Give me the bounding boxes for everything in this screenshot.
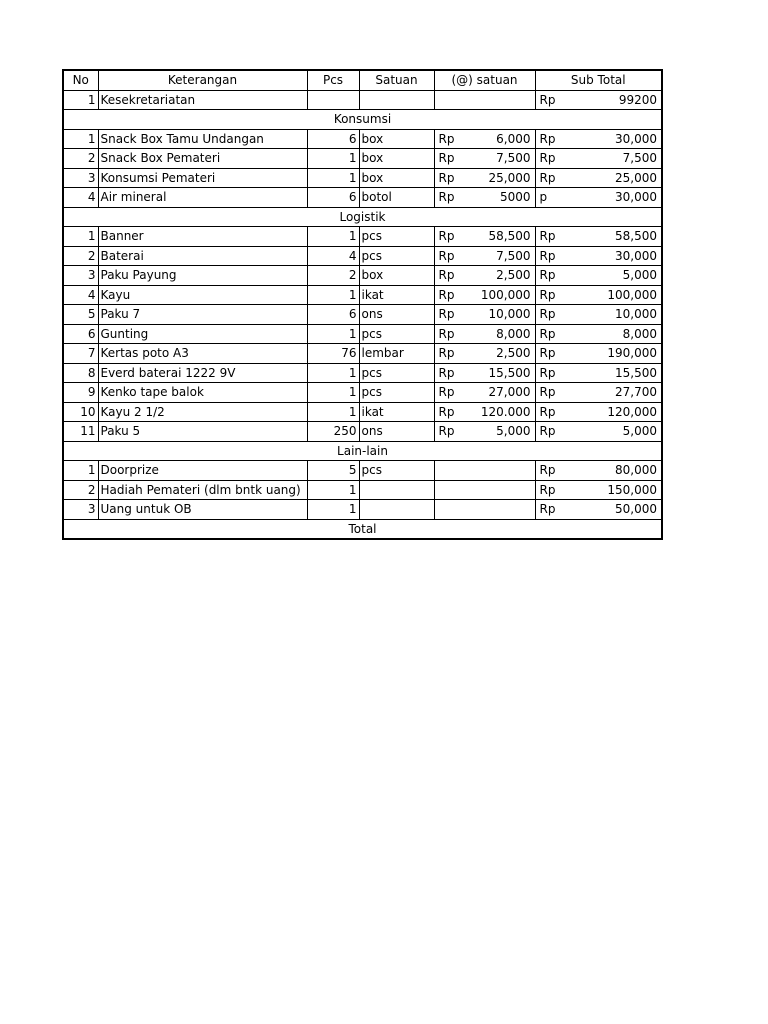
row-unit-price-currency: Rp xyxy=(438,287,455,302)
row-unit-price xyxy=(434,266,535,286)
row-keterangan: Doorprize xyxy=(98,461,307,481)
row-unit-price xyxy=(434,324,535,344)
row-keterangan: Air mineral xyxy=(98,188,307,208)
row-unit-price xyxy=(434,480,535,500)
row-satuan: pcs xyxy=(359,324,434,344)
row-keterangan: Hadiah Pemateri (dlm bntk uang) xyxy=(98,480,307,500)
row-sub-total-value: 10,000 xyxy=(615,307,657,322)
row-keterangan: Snack Box Pemateri xyxy=(98,149,307,169)
row-unit-price-value: 120.000 xyxy=(480,404,531,419)
row-keterangan: Everd baterai 1222 9V xyxy=(98,363,307,383)
row-no: 4 xyxy=(63,188,98,208)
table-row xyxy=(63,129,662,149)
row-no: 1 xyxy=(63,129,98,149)
row-satuan: pcs xyxy=(359,461,434,481)
row-satuan: pcs xyxy=(359,363,434,383)
row-satuan: botol xyxy=(359,188,434,208)
row-sub-total xyxy=(535,149,662,169)
row-satuan xyxy=(359,480,434,500)
row-sub-total-currency: Rp xyxy=(539,502,556,517)
row-unit-price-currency: Rp xyxy=(438,307,455,322)
row-unit-price-currency: Rp xyxy=(438,268,455,283)
row-unit-price-currency: Rp xyxy=(438,346,455,361)
row-unit-price xyxy=(434,246,535,266)
row-unit-price-value: 15,500 xyxy=(488,365,531,380)
row-unit-price-currency: Rp xyxy=(438,190,455,205)
row-sub-total-currency: Rp xyxy=(539,287,556,302)
table-row xyxy=(63,188,662,208)
row-sub-total-currency: Rp xyxy=(539,404,556,419)
row-unit-price-value: 8,000 xyxy=(496,326,531,341)
row-pcs: 1 xyxy=(307,363,359,383)
row-unit-price-currency: Rp xyxy=(438,365,455,380)
row-keterangan: Paku Payung xyxy=(98,266,307,286)
row-unit-price xyxy=(434,90,535,110)
row-sub-total xyxy=(535,305,662,325)
table-row xyxy=(63,480,662,500)
row-unit-price-value: 58,500 xyxy=(488,229,531,244)
row-sub-total xyxy=(535,90,662,110)
table-row xyxy=(63,324,662,344)
header-row xyxy=(63,70,662,90)
row-unit-price-currency: Rp xyxy=(438,385,455,400)
row-no: 3 xyxy=(63,168,98,188)
row-unit-price-currency: Rp xyxy=(438,404,455,419)
row-sub-total-value: 58,500 xyxy=(615,229,657,244)
row-unit-price xyxy=(434,500,535,520)
row-sub-total-value: 27,700 xyxy=(615,385,657,400)
row-sub-total-currency: Rp xyxy=(539,385,556,400)
row-unit-price-value: 5,000 xyxy=(496,424,531,439)
row-unit-price-value: 25,000 xyxy=(488,170,531,185)
row-pcs: 6 xyxy=(307,188,359,208)
row-sub-total xyxy=(535,129,662,149)
row-satuan: box xyxy=(359,129,434,149)
row-unit-price-value: 6,000 xyxy=(496,131,531,146)
row-sub-total-value: 120,000 xyxy=(607,404,657,419)
row-no: 7 xyxy=(63,344,98,364)
row-no: 3 xyxy=(63,266,98,286)
row-sub-total xyxy=(535,461,662,481)
row-unit-price xyxy=(434,149,535,169)
row-unit-price-currency: Rp xyxy=(438,170,455,185)
row-pcs: 1 xyxy=(307,149,359,169)
row-sub-total-value: 30,000 xyxy=(615,248,657,263)
row-unit-price xyxy=(434,227,535,247)
section-row xyxy=(63,110,662,130)
row-sub-total-currency: Rp xyxy=(539,131,556,146)
row-pcs xyxy=(307,90,359,110)
header-keterangan: Keterangan xyxy=(98,70,307,90)
section-label: Lain-lain xyxy=(63,441,662,461)
row-unit-price-currency: Rp xyxy=(438,424,455,439)
row-sub-total xyxy=(535,402,662,422)
row-unit-price xyxy=(434,363,535,383)
row-satuan: ikat xyxy=(359,402,434,422)
row-keterangan: Kertas poto A3 xyxy=(98,344,307,364)
row-pcs: 5 xyxy=(307,461,359,481)
row-satuan: pcs xyxy=(359,383,434,403)
row-pcs: 1 xyxy=(307,285,359,305)
row-unit-price-value: 27,000 xyxy=(488,385,531,400)
row-no: 2 xyxy=(63,480,98,500)
row-sub-total-value: 25,000 xyxy=(615,170,657,185)
row-sub-total xyxy=(535,500,662,520)
section-row xyxy=(63,207,662,227)
row-unit-price xyxy=(434,461,535,481)
row-pcs: 250 xyxy=(307,422,359,442)
row-keterangan: Gunting xyxy=(98,324,307,344)
row-unit-price-value: 100,000 xyxy=(480,287,531,302)
row-no: 8 xyxy=(63,363,98,383)
row-unit-price xyxy=(434,285,535,305)
row-unit-price-value: 5000 xyxy=(499,190,531,205)
row-keterangan: Paku 5 xyxy=(98,422,307,442)
table-row xyxy=(63,246,662,266)
row-keterangan: Uang untuk OB xyxy=(98,500,307,520)
row-satuan: lembar xyxy=(359,344,434,364)
row-sub-total-currency: Rp xyxy=(539,326,556,341)
table-row xyxy=(63,227,662,247)
row-pcs: 1 xyxy=(307,227,359,247)
row-sub-total-currency: Rp xyxy=(539,482,556,497)
row-sub-total xyxy=(535,344,662,364)
table-row xyxy=(63,461,662,481)
row-keterangan: Snack Box Tamu Undangan xyxy=(98,129,307,149)
table-row xyxy=(63,383,662,403)
section-label: Logistik xyxy=(63,207,662,227)
row-sub-total-currency: Rp xyxy=(539,268,556,283)
row-keterangan: Kayu xyxy=(98,285,307,305)
row-keterangan: Kesekretariatan xyxy=(98,90,307,110)
row-unit-price-value: 7,500 xyxy=(496,248,531,263)
row-sub-total-currency: Rp xyxy=(539,229,556,244)
row-no: 5 xyxy=(63,305,98,325)
budget-table xyxy=(62,69,663,540)
row-no: 1 xyxy=(63,90,98,110)
row-unit-price-currency: Rp xyxy=(438,248,455,263)
header-at-satuan: (@) satuan xyxy=(434,70,535,90)
row-sub-total-value: 99200 xyxy=(618,92,657,107)
row-unit-price xyxy=(434,422,535,442)
row-keterangan: Konsumsi Pemateri xyxy=(98,168,307,188)
row-sub-total xyxy=(535,285,662,305)
row-sub-total-currency: Rp xyxy=(539,307,556,322)
row-unit-price xyxy=(434,305,535,325)
total-row xyxy=(63,519,662,539)
row-no: 2 xyxy=(63,246,98,266)
total-label: Total xyxy=(63,519,662,539)
row-sub-total-currency: Rp xyxy=(539,170,556,185)
row-pcs: 76 xyxy=(307,344,359,364)
row-pcs: 1 xyxy=(307,324,359,344)
table-row xyxy=(63,266,662,286)
row-unit-price-currency: Rp xyxy=(438,229,455,244)
row-sub-total-value: 5,000 xyxy=(622,268,657,283)
row-sub-total xyxy=(535,422,662,442)
row-pcs: 1 xyxy=(307,500,359,520)
row-satuan: box xyxy=(359,168,434,188)
row-no: 3 xyxy=(63,500,98,520)
table-row xyxy=(63,422,662,442)
row-sub-total xyxy=(535,324,662,344)
row-sub-total-currency: Rp xyxy=(539,92,556,107)
row-satuan: ons xyxy=(359,305,434,325)
row-no: 1 xyxy=(63,461,98,481)
header-sub-total: Sub Total xyxy=(535,70,662,90)
row-sub-total xyxy=(535,480,662,500)
section-row xyxy=(63,441,662,461)
row-no: 4 xyxy=(63,285,98,305)
table-row xyxy=(63,344,662,364)
row-unit-price-currency: Rp xyxy=(438,151,455,166)
row-sub-total-currency: Rp xyxy=(539,248,556,263)
row-satuan: box xyxy=(359,149,434,169)
row-unit-price xyxy=(434,402,535,422)
table-row xyxy=(63,168,662,188)
row-sub-total xyxy=(535,266,662,286)
row-pcs: 1 xyxy=(307,168,359,188)
row-no: 1 xyxy=(63,227,98,247)
row-unit-price xyxy=(434,344,535,364)
row-pcs: 6 xyxy=(307,129,359,149)
row-keterangan: Paku 7 xyxy=(98,305,307,325)
header-satuan: Satuan xyxy=(359,70,434,90)
row-pcs: 2 xyxy=(307,266,359,286)
row-pcs: 1 xyxy=(307,383,359,403)
row-satuan xyxy=(359,90,434,110)
row-sub-total-value: 15,500 xyxy=(615,365,657,380)
row-sub-total xyxy=(535,188,662,208)
row-satuan: pcs xyxy=(359,227,434,247)
row-sub-total-value: 50,000 xyxy=(615,502,657,517)
row-sub-total xyxy=(535,363,662,383)
table-row xyxy=(63,305,662,325)
row-sub-total-value: 5,000 xyxy=(622,424,657,439)
row-pcs: 4 xyxy=(307,246,359,266)
row-sub-total-currency: Rp xyxy=(539,365,556,380)
row-satuan xyxy=(359,500,434,520)
row-sub-total-currency: Rp xyxy=(539,424,556,439)
table-row xyxy=(63,90,662,110)
row-keterangan: Kenko tape balok xyxy=(98,383,307,403)
row-sub-total-currency: Rp xyxy=(539,346,556,361)
row-sub-total xyxy=(535,168,662,188)
row-sub-total-currency: Rp xyxy=(539,463,556,478)
row-unit-price xyxy=(434,383,535,403)
row-unit-price-value: 2,500 xyxy=(496,268,531,283)
row-sub-total-value: 100,000 xyxy=(607,287,657,302)
row-no: 2 xyxy=(63,149,98,169)
row-sub-total-value: 80,000 xyxy=(615,463,657,478)
row-keterangan: Baterai xyxy=(98,246,307,266)
table-row xyxy=(63,402,662,422)
section-label: Konsumsi xyxy=(63,110,662,130)
row-no: 9 xyxy=(63,383,98,403)
row-unit-price-currency: Rp xyxy=(438,326,455,341)
table-row xyxy=(63,363,662,383)
row-sub-total xyxy=(535,227,662,247)
row-sub-total-value: 30,000 xyxy=(615,190,657,205)
row-pcs: 1 xyxy=(307,480,359,500)
row-pcs: 1 xyxy=(307,402,359,422)
row-unit-price xyxy=(434,188,535,208)
row-unit-price-value: 2,500 xyxy=(496,346,531,361)
row-unit-price-value: 7,500 xyxy=(496,151,531,166)
table-row xyxy=(63,149,662,169)
table-row xyxy=(63,500,662,520)
row-unit-price-currency: Rp xyxy=(438,131,455,146)
row-no: 10 xyxy=(63,402,98,422)
row-sub-total-value: 8,000 xyxy=(622,326,657,341)
row-satuan: ons xyxy=(359,422,434,442)
row-sub-total-value: 190,000 xyxy=(607,346,657,361)
row-sub-total-currency: Rp xyxy=(539,151,556,166)
row-unit-price-value: 10,000 xyxy=(488,307,531,322)
row-unit-price xyxy=(434,129,535,149)
row-pcs: 6 xyxy=(307,305,359,325)
row-satuan: pcs xyxy=(359,246,434,266)
row-sub-total xyxy=(535,383,662,403)
row-keterangan: Kayu 2 1/2 xyxy=(98,402,307,422)
row-sub-total-value: 7,500 xyxy=(622,151,657,166)
row-no: 6 xyxy=(63,324,98,344)
row-unit-price xyxy=(434,168,535,188)
row-sub-total-currency: p xyxy=(539,190,548,205)
row-satuan: ikat xyxy=(359,285,434,305)
header-no: No xyxy=(63,70,98,90)
row-sub-total-value: 30,000 xyxy=(615,131,657,146)
row-sub-total xyxy=(535,246,662,266)
row-no: 11 xyxy=(63,422,98,442)
row-sub-total-value: 150,000 xyxy=(607,482,657,497)
header-pcs: Pcs xyxy=(307,70,359,90)
row-keterangan: Banner xyxy=(98,227,307,247)
table-row xyxy=(63,285,662,305)
row-satuan: box xyxy=(359,266,434,286)
